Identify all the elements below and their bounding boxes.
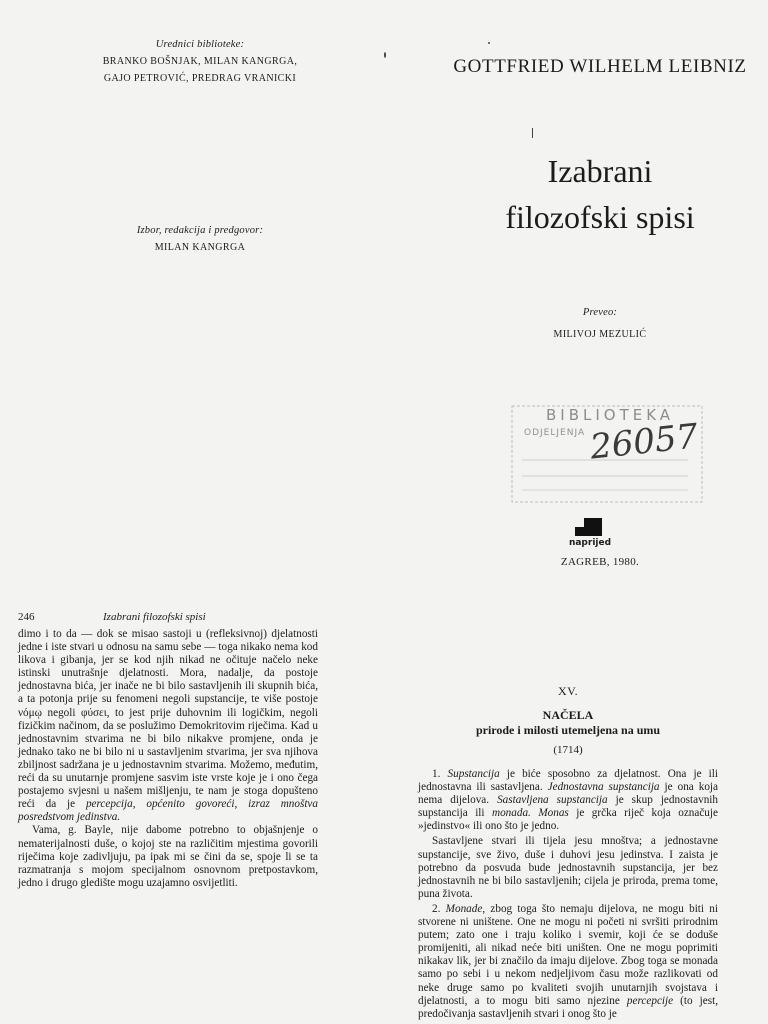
stamp-line1: BIBLIOTEKA (546, 406, 675, 424)
city-year: ZAGREB, 1980. (560, 556, 640, 568)
s2-italic-1: Monade (445, 902, 483, 915)
translator-name: MILIVOJ MEZULIĆ (553, 329, 647, 340)
selection-name: MILAN KANGRGA (154, 242, 246, 253)
scan-speck (532, 128, 533, 138)
s1-italic-5: Sastavljena supstancija (497, 794, 608, 807)
section-1-continued: Sastavljene stvari ili tijela jesu mnoštva; a jednostavne supstancije, sve živo, duše i duhovi jesu jedinstva. I zaista je potrebno da posvuda bude jednostavnih supstancija, jer bez jednostavnih ne bi bilo sastavljenih; cijela je priroda, prema tome, puna života. (418, 835, 718, 900)
book-title-line1: Izabrani (547, 153, 653, 189)
section-1-number: 1. (432, 768, 448, 780)
editors-label: Urednici biblioteke: (155, 39, 245, 50)
translator-label: Preveo: (582, 307, 618, 318)
left-p1-text-b: negoli (42, 706, 81, 719)
book-title-line2: filozofski spisi (505, 199, 695, 235)
editors-names-line2: GAJO PETROVIĆ, PREDRAG VRANICKI (103, 73, 297, 84)
library-stamp (508, 400, 708, 510)
left-p1-text-a: dimo i to da — dok se misao sastoji u (refleksivnoj) djelatnosti jedne i iste stvari u odnosu na samu sebe — toga nikako nema kod likova i gibanja, jer se kod njih nikad ne očituje načelo neke istinski unutrašnje djelatnosti. Mora, nadalje, da postoje jednostavna bića, jer inače ne bi bilo sastavljenih ili skupnih bića, a ta potonja prije su fenomeni negoli supstancije, te više postoje (18, 628, 318, 706)
selection-label: Izbor, redakcija i predgovor: (136, 225, 264, 236)
s2-italic-3: percepcije (626, 994, 674, 1007)
publisher-logo (550, 518, 630, 548)
left-p1-greek-2: φύσει (80, 706, 107, 719)
page-number: 246 (18, 611, 35, 623)
s1-text-6: je skup jednostavnih supstancija ili (418, 794, 718, 820)
stamp-line2: ODJELJENJA (524, 428, 586, 438)
checker-logo-icon (575, 518, 605, 536)
s1-text-2: je biće sposobno za djelatnost. Ona je ili jednostavna ili sastavljena. (418, 768, 719, 794)
chapter-title-line2: prirode i milosti utemeljena na umu (475, 723, 661, 737)
s1-text-4: je ona koja nema dijelova. (418, 781, 719, 807)
left-p1-greek-1: νόμῳ (18, 706, 43, 719)
translator-block (430, 302, 768, 346)
s2-text-4: (to jest, predočivanja sastavljenih stvari i onog što je (418, 994, 719, 1020)
editors-block (60, 36, 340, 87)
running-head: Izabrani filozofski spisi (103, 611, 206, 623)
scan-speck (488, 42, 490, 44)
left-paragraph-1 (18, 628, 318, 824)
s1-text-8: je grčka riječ koja označuje »jedinstvo« ili ono što je jedno. (418, 807, 718, 833)
selection-block (60, 222, 340, 256)
chapter-number: XV. (558, 684, 578, 698)
section-1 (418, 768, 718, 833)
left-page-body (18, 628, 318, 890)
chapter-title-line1: NAČELA (542, 708, 594, 722)
publisher-name: naprijed (568, 538, 612, 548)
section-2 (418, 903, 718, 1021)
stamp-handwritten-number: 26057 (588, 416, 700, 468)
s1-italic-3: Jednostavna supstancija (547, 781, 660, 794)
right-page-body (418, 768, 718, 1023)
left-paragraph-2: Vama, g. Bayle, nije dabome potrebno to objašnjenje o nematerijalnosti duše, o kojoj ste na različitim mjestima govorili riječima koje zadivljuju, pa ipak mi se čini da se, spoje li se ta razmatranja s mojom specijalnom osnovnom pretpostavkom, jedno i drugo gledište mogu uzajamno osvijetliti. (18, 824, 318, 889)
s2-text-2: , zbog toga što nemaju dijelova, ne mogu biti ni stvorene ni uništene. One ne mogu ni početi ni svršiti prirodnim putem; zato one i traju koliko i svemir, koji će se dodušе promijeniti, ali nikad neće biti uništen. One ne mogu poprimiti nikakav lik, jer bi značilo da imaju dijelove. Zbog toga se monada samo po sebi i u nekom nedjeljivom času može razlikovati od neke druge samo po kvaliteti svojih unutarnjih svojstava i djelatnosti, a to mogu biti samo njezine (418, 902, 718, 1007)
left-p1-text-c: , to jest prije duhovnim ili logičkim, negoli fizičkim načinom, da se poslužimo Demokritovim riječima. Kad u jednostavnim stvarima ne bi bilo nikakve promjene, onda je jednako tako ne bi bilo ni u sastavljenim stvarima, jer sva njihova zbiljnost sadržana je u jednostavnim stvarima. Možemo, međutim, reći da su unutarnje promjene sasvim iste vrste koje je i ono čega postajemo svjesni u našem mišljenju, te nam je stoga dopušteno reći da je (18, 706, 318, 811)
scan-speck (384, 52, 386, 58)
left-p1-italic: percepcija, općenito govoreći, izraz mnoštva posredstvom jedinstva. (18, 798, 318, 824)
s1-italic-7: monada. Monas (492, 807, 569, 820)
editors-names-line1: BRANKO BOŠNJAK, MILAN KANGRGA, (102, 56, 298, 67)
chapter-title (418, 708, 718, 738)
book-title (430, 148, 768, 240)
s1-italic-1: Supstancija (447, 768, 500, 780)
chapter-year: (1714) (553, 744, 583, 756)
section-2-number: 2. (432, 902, 446, 915)
author-name: GOTTFRIED WILHELM LEIBNIZ (453, 56, 747, 77)
